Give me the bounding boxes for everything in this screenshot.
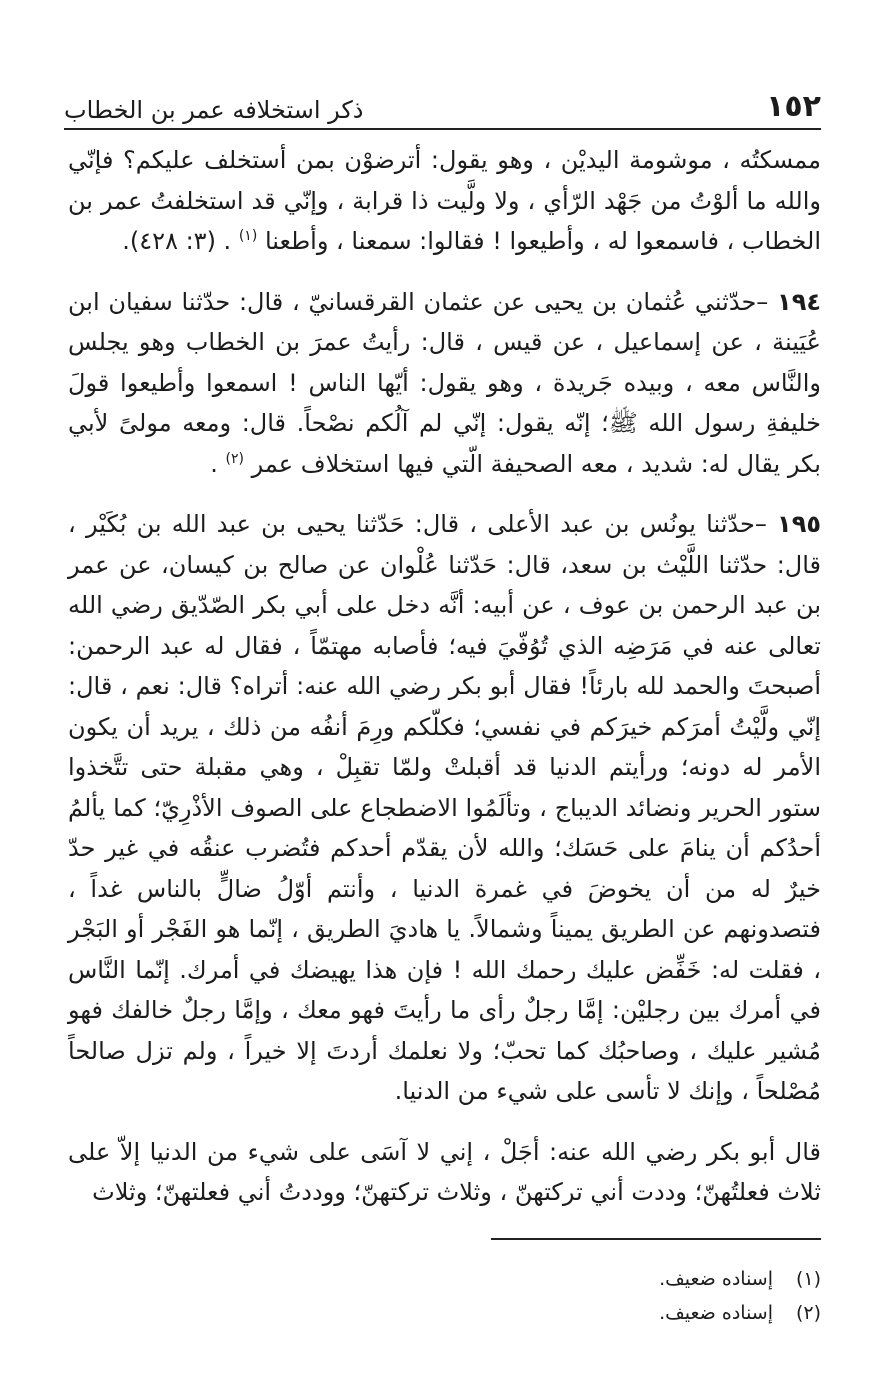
paragraph-continuation: [68, 1132, 821, 1213]
citation: . (٣: ٤٢٨).: [122, 227, 232, 255]
paragraph-text: ممسكتُه ، موشومة اليديْن ، وهو يقول: أترضوْن بمن أستخلف عليكم؟ فإنّي والله ما ألوْتُ من جَهْد الرّأي ، ولا ولَّيت ذا قرابة ، وإنّي قد استخلفتُ عمر بن الخطاب ، فاسمعوا له ، وأطيعوا ! فقالوا: سمعنا ، وأطعنا: [68, 146, 821, 255]
footnote-ref-2: (٢): [225, 450, 245, 467]
paragraph-text: قال أبو بكر رضي الله عنه: أجَلْ ، إني لا آسَى على شيء من الدنيا إلاّ على ثلاث فعلتُهنّ؛ وددت أني تركتهنّ ، وثلاث تركتهنّ؛ ووددتُ أني فعلتهنّ؛ وثلاث: [68, 1137, 821, 1206]
paragraph-195: [68, 504, 821, 1112]
paragraph-194: [68, 282, 821, 485]
page-header: [64, 78, 821, 130]
page-number: ١٥٢: [766, 89, 821, 124]
footnote-text: إسناده ضعيف.: [659, 1302, 773, 1324]
main-text: [68, 140, 821, 1235]
footnote-1: [421, 1262, 821, 1296]
report-number: ١٩٤: [777, 287, 821, 316]
footnote-ref-1: (١): [238, 228, 258, 244]
footnote-number: (٢): [795, 1302, 821, 1324]
paragraph-1: [68, 140, 821, 262]
paragraph-tail: .: [210, 449, 218, 478]
footnote-divider: [491, 1238, 821, 1240]
footnote-number: (١): [795, 1268, 821, 1290]
running-title: ذكر استخلافه عمر بن الخطاب: [64, 96, 364, 124]
paragraph-text: –حدّثني عُثمان بن يحيى عن عثمان القرقسانيّ ، قال: حدّثنا سفيان ابن عُيَينة ، عن إسماعيل ، عن قيس ، قال: رأيتُ عمرَ بن الخطاب وهو يجلس والنَّاس معه ، وبيده جَريدة ، وهو يقول: أيّها الناس ! اسمعوا وأطيعوا قولَ خليفةِ رسول الله ﷺ؛ إنّه يقول: إنّي لم آلُكم نصْحاً. قال: ومعه مولىً لأبي بكر يقال له: شديد ، معه الصحيفة الّتي فيها استخلاف عمر: [68, 287, 821, 478]
footnotes: [421, 1262, 821, 1330]
footnote-2: [421, 1296, 821, 1330]
report-number: ١٩٥: [777, 510, 821, 538]
paragraph-text: –حدّثنا يونُس بن عبد الأعلى ، قال: حَدّثنا يحيى بن عبد الله بن بُكَيْر ، قال: حدّثنا اللَّيْث بن سعد، قال: حَدّثنا عُلْوان عن صالح بن كيسان، عن عمر بن عبد الرحمن بن عوف ، عن أبيه: أنَّه دخل على أبي بكر الصّدّيق رضي الله تعالى عنه في مَرَضِه الذي تُوُفّيَ فيه؛ فأصابه مهتمّاً ، فقال له عبد الرحمن: أصبحتَ والحمد لله بارئاً! فقال أبو بكر رضي الله عنه: أتراه؟ قال: نعم ، قال: إنّي ولَّيْتُ أمرَكم خيرَكم في نفسي؛ فكلّكم ورِمَ أنفُه من ذلك ، يريد أن يكون الأمر له دونه؛ ورأيتم الدنيا قد أقبلتْ ولمّا تقبِلْ ، وهي مقبلة حتى تتَّخذوا ستور الحرير ونضائد الديباج ، وتألَمُوا الاضطجاع على الصوف الأذْرِيّ؛ كما يألمُ أحدُكم أن ينامَ على حَسَك؛ والله لأن يقدّم أحدكم فتُضرب عنقُه في غير حدّ خيرٌ له من أن يخوضَ في غمرة الدنيا ، وأنتم أوّلُ ضالٍّ بالناس غداً ، فتصدونهم عن الطريق يميناً وشمالاً. يا هاديَ الطريق ، إنّما هو الفَجْر أو البَجْر ، فقلت له: خَفِّض عليك رحمك الله ! فإن هذا يهيضك في أمرك. إنّما النَّاس في أمرك بين رجليْن: إمَّا رجلٌ رأى ما رأيتَ فهو معك ، وإمَّا رجلٌ خالفك فهو مُشير عليك ، وصاحبُك كما تحبّ؛ ولا نعلمك أردتَ إلا خيراً ، ولم تزل صالحاً مُصْلحاً ، وإنك لا تأسى على شيء من الدنيا.: [68, 510, 821, 1105]
footnote-text: إسناده ضعيف.: [659, 1268, 773, 1290]
